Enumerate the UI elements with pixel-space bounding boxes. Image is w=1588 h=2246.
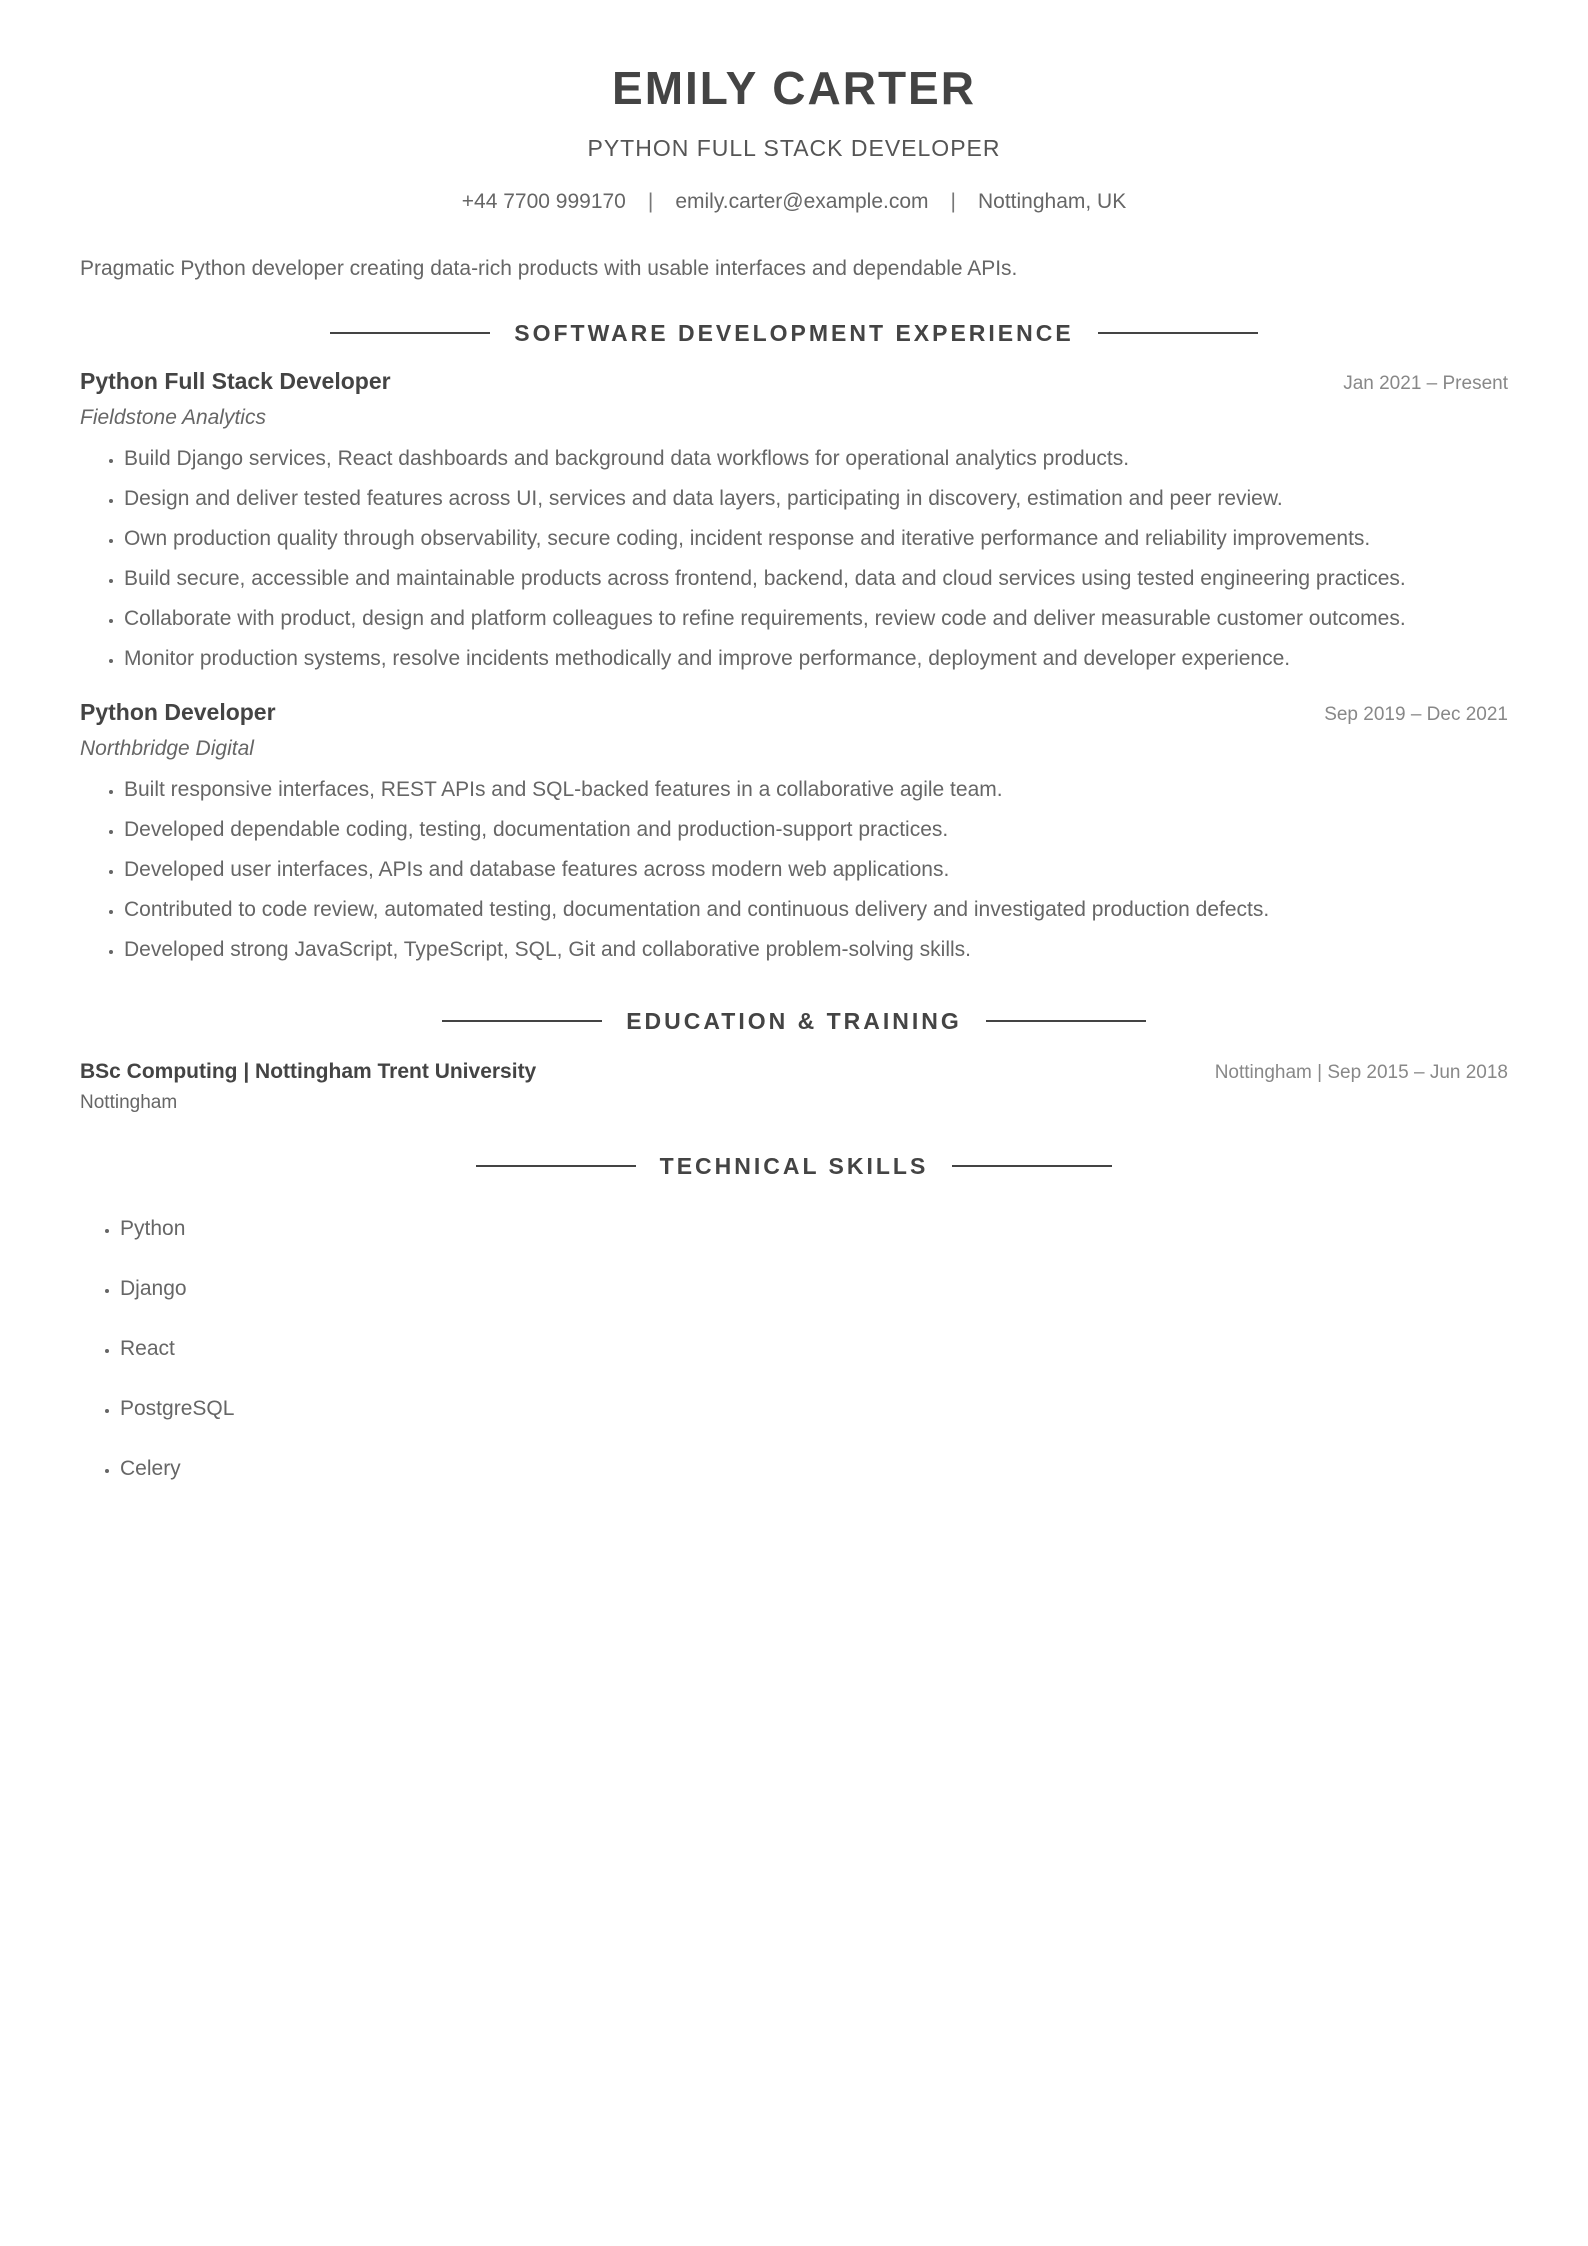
contact-email: emily.carter@example.com xyxy=(675,190,929,213)
list-item: • Build Django services, React dashboards and background data workflows for operational analytics products. xyxy=(124,439,1508,479)
job-dates: Jan 2021 – Present xyxy=(1343,373,1508,394)
skill-item: • Celery xyxy=(120,1439,1508,1499)
education-location: Nottingham xyxy=(80,1092,178,1113)
heading-rule-left xyxy=(442,1020,602,1022)
job-company: Fieldstone Analytics xyxy=(80,406,266,429)
list-item: • Monitor production systems, resolve incidents methodically and improve performance, deployment and developer experience. xyxy=(124,639,1508,679)
heading-rule-right xyxy=(986,1020,1146,1022)
job-header xyxy=(80,366,1508,399)
education-heading-text: EDUCATION & TRAINING xyxy=(626,1007,962,1034)
list-item: • Developed user interfaces, APIs and database features across modern web applications. xyxy=(124,850,1508,890)
experience-section-heading xyxy=(80,318,1508,348)
education-meta: Nottingham | Sep 2015 – Jun 2018 xyxy=(1214,1062,1508,1083)
skills-section-heading xyxy=(80,1151,1508,1181)
job-title: Python Developer xyxy=(80,699,276,725)
job-bullets xyxy=(80,439,1508,679)
job-bullets xyxy=(80,770,1508,970)
contact-separator: | xyxy=(950,190,956,213)
professional-summary: Pragmatic Python developer creating data-rich products with usable interfaces and dependable APIs. xyxy=(80,257,1018,280)
heading-rule-right xyxy=(1098,332,1258,334)
skill-item: • Python xyxy=(120,1199,1508,1259)
education-section-heading xyxy=(80,1006,1508,1036)
skill-item: • React xyxy=(120,1319,1508,1379)
heading-rule-left xyxy=(330,332,490,334)
contact-location: Nottingham, UK xyxy=(977,190,1127,213)
education-header xyxy=(80,1058,1508,1087)
heading-rule-right xyxy=(952,1165,1112,1167)
list-item: • Contributed to code review, automated testing, documentation and continuous delivery and investigated production defects. xyxy=(124,890,1508,930)
candidate-name: EMILY CARTER xyxy=(612,62,976,114)
experience-heading-text: SOFTWARE DEVELOPMENT EXPERIENCE xyxy=(514,319,1074,346)
education-title: BSc Computing | Nottingham Trent University xyxy=(80,1060,537,1083)
candidate-headline: PYTHON FULL STACK DEVELOPER xyxy=(587,135,1001,161)
contact-phone: +44 7700 999170 xyxy=(461,190,626,213)
job-title: Python Full Stack Developer xyxy=(80,368,391,394)
job-entry xyxy=(80,366,1508,679)
heading-rule-left xyxy=(476,1165,636,1167)
job-entry xyxy=(80,697,1508,970)
skills-list xyxy=(80,1199,1508,1499)
job-company: Northbridge Digital xyxy=(80,737,254,760)
list-item: • Developed dependable coding, testing, documentation and production-support practices. xyxy=(124,810,1508,850)
contact-line xyxy=(80,189,1508,215)
list-item: • Collaborate with product, design and platform colleagues to refine requirements, review code and deliver measurable customer outcomes. xyxy=(124,599,1508,639)
skill-item: • PostgreSQL xyxy=(120,1379,1508,1439)
education-entry xyxy=(80,1058,1508,1115)
skill-item: • Django xyxy=(120,1259,1508,1319)
list-item: • Developed strong JavaScript, TypeScript, SQL, Git and collaborative problem-solving skills. xyxy=(124,930,1508,970)
list-item: • Built responsive interfaces, REST APIs and SQL-backed features in a collaborative agile team. xyxy=(124,770,1508,810)
job-header xyxy=(80,697,1508,730)
skills-heading-text: TECHNICAL SKILLS xyxy=(659,1152,929,1179)
job-dates: Sep 2019 – Dec 2021 xyxy=(1324,704,1508,725)
contact-separator: | xyxy=(647,190,654,213)
list-item: • Design and deliver tested features across UI, services and data layers, participating in discovery, estimation and peer review. xyxy=(124,479,1508,519)
list-item: • Own production quality through observability, secure coding, incident response and iterative performance and reliability improvements. xyxy=(124,519,1508,559)
list-item: • Build secure, accessible and maintainable products across frontend, backend, data and cloud services using tested engineering practices. xyxy=(124,559,1508,599)
